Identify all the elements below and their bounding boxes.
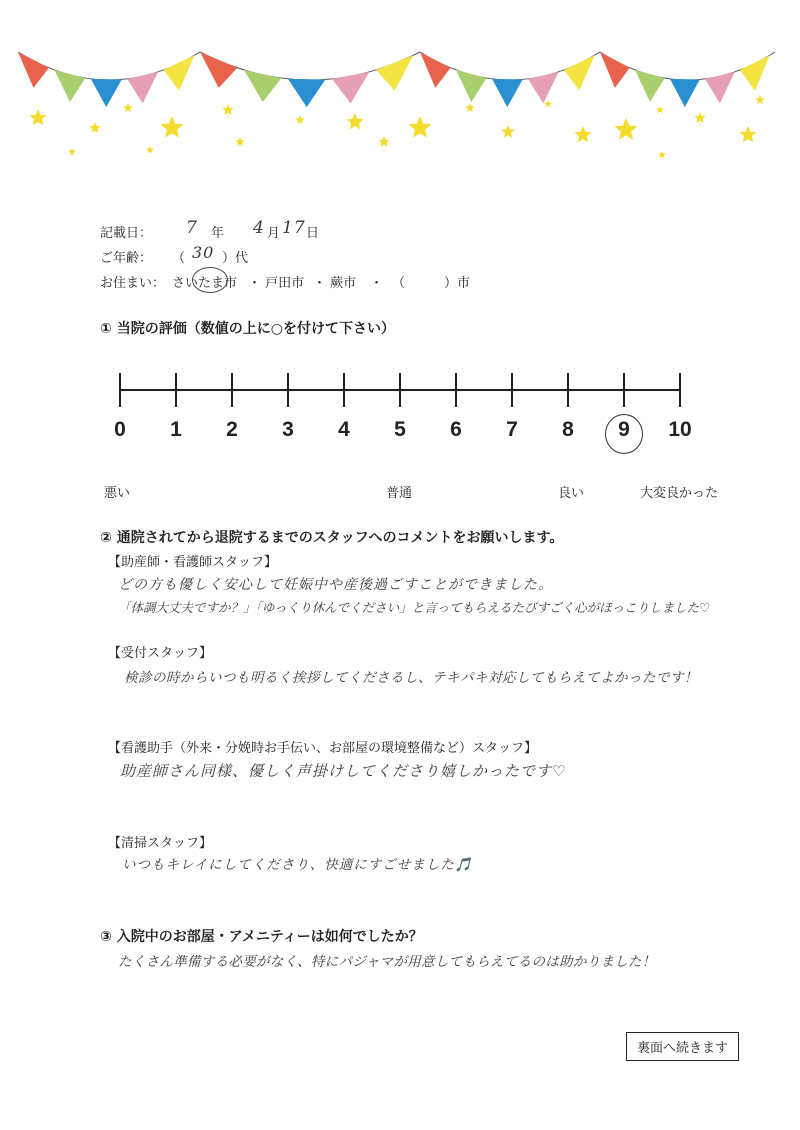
bunting-flag [288,79,325,107]
age-open: （ [172,251,186,266]
star-icon [222,104,233,115]
record-date-day: 17 [282,218,306,238]
star-icon [161,116,184,138]
bunting-flag [127,72,158,104]
star-icon [68,148,76,155]
bunting-flag [670,79,700,107]
midwife-staff-label: 【助産師・看護師スタッフ】 [108,555,278,570]
star-icon [501,125,514,138]
record-date-label: 記載日： [100,226,153,241]
reception-staff-label: 【受付スタッフ】 [108,646,213,661]
star-icon [123,103,133,112]
star-icon [755,95,765,104]
star-icon [29,109,46,125]
residence-option-other-dot: ・ [370,276,384,291]
residence-selected-circle [192,267,228,293]
star-icon [739,126,756,142]
bunting-flag [564,55,595,90]
scale-number-0: 0 [114,418,126,441]
star-icon [409,116,432,138]
residence-option-toda: ・ 戸田市 [248,276,305,291]
scale-number-1: 1 [170,418,182,441]
bunting-flag [420,52,451,88]
star-icon [544,100,552,107]
bunting-flag [244,70,281,102]
age-value: 30 [192,243,215,262]
cleaning-staff-label: 【清掃スタッフ】 [108,836,213,851]
record-date-year: 7 [186,218,198,238]
midwife-comment-line1: どの方も優しく安心して妊娠中や産後過ごすことができました。 [118,577,553,593]
record-date-month: 4 [253,218,265,238]
rating-label-very-good: 大変良かった [640,486,719,501]
residence-other-close: ）市 [444,276,471,291]
bunting-flag [740,55,770,90]
scale-number-8: 8 [562,418,574,441]
scale-number-7: 7 [506,418,518,441]
star-icon [658,151,666,158]
rating-label-normal: 普通 [386,486,413,501]
bunting-flag [332,72,369,104]
continue-on-back-box: 裏面へ続きます [626,1032,739,1061]
star-icon [89,122,100,133]
rating-label-bad: 悪い [104,486,131,501]
scale-number-5: 5 [394,418,406,441]
star-icon [656,106,664,113]
scale-number-6: 6 [450,418,462,441]
bunting-flag [200,52,237,88]
residence-other-open: （ [392,276,406,291]
star-icon [295,115,305,124]
record-date-year-unit: 年 [211,226,225,241]
scale-number-2: 2 [226,418,238,441]
section3-title: ③ 入院中のお部屋・アメニティーは如何でしたか？ [100,929,423,945]
bunting-flag [705,72,735,104]
midwife-comment-line2: 「体調大丈夫ですか？」「ゆっくり休んでください」と言ってもらえるたびすごく心がほっこりしました♡ [118,600,711,615]
bunting-flag [528,72,559,104]
record-date-month-unit: 月 [267,226,281,241]
residence-label: お住まい： [100,276,166,291]
record-date-row [100,222,152,241]
bunting-decoration [0,0,800,170]
record-date-day-unit: 日 [306,226,320,241]
selected-rating-circle [605,414,643,454]
reception-comment: 検診の時からいつも明るく挨拶してくださるし、テキパキ対応してもらえてよかったです！ [124,670,698,686]
scale-number-4: 4 [338,418,350,441]
residence-option-warabi: ・ 蕨市 [313,276,357,291]
section2-title: ② 通院されてから退院するまでのスタッフへのコメントをお願いします。 [100,530,564,546]
assistant-comment: 助産師さん同様、優しく声掛けしてくださり嬉しかったです♡ [120,762,567,780]
bunting-flag [164,55,195,90]
bunting-flag [18,52,49,88]
section1-title: ① 当院の評価（数値の上に○を付けて下さい） [100,321,395,337]
section3-comment: たくさん準備する必要がなく、特にパジャマが用意してもらえてるのは助かりました！ [118,954,656,970]
cleaning-comment: いつもキレイにしてくださり、快適にすごせました🎵 [122,857,473,873]
star-icon [574,126,591,142]
bunting-flag [456,70,487,102]
star-icon [694,112,705,123]
age-label: ご年齢： [100,251,153,266]
star-icon [235,137,245,146]
bunting-flag [635,70,665,102]
star-icon [465,103,475,112]
star-icon [378,136,389,147]
bunting-flag [91,79,122,107]
scale-number-3: 3 [282,418,294,441]
residence-option-saitama: さいたま市 [172,276,238,291]
bunting-flag [376,55,413,90]
bunting-flag [600,52,630,88]
bunting-flag [492,79,523,107]
scale-number-10: 10 [668,418,692,441]
scale-number-9: 9 [618,418,630,441]
assistant-staff-label: 【看護助手（外来・分娩時お手伝い、お部屋の環境整備など）スタッフ】 [108,741,538,756]
star-icon [146,146,154,153]
age-close: ）代 [222,251,249,266]
star-icon [346,113,363,129]
rating-scale-line [0,360,800,420]
bunting-flag [54,70,85,102]
rating-label-good: 良い [558,486,585,501]
star-icon [615,118,638,140]
